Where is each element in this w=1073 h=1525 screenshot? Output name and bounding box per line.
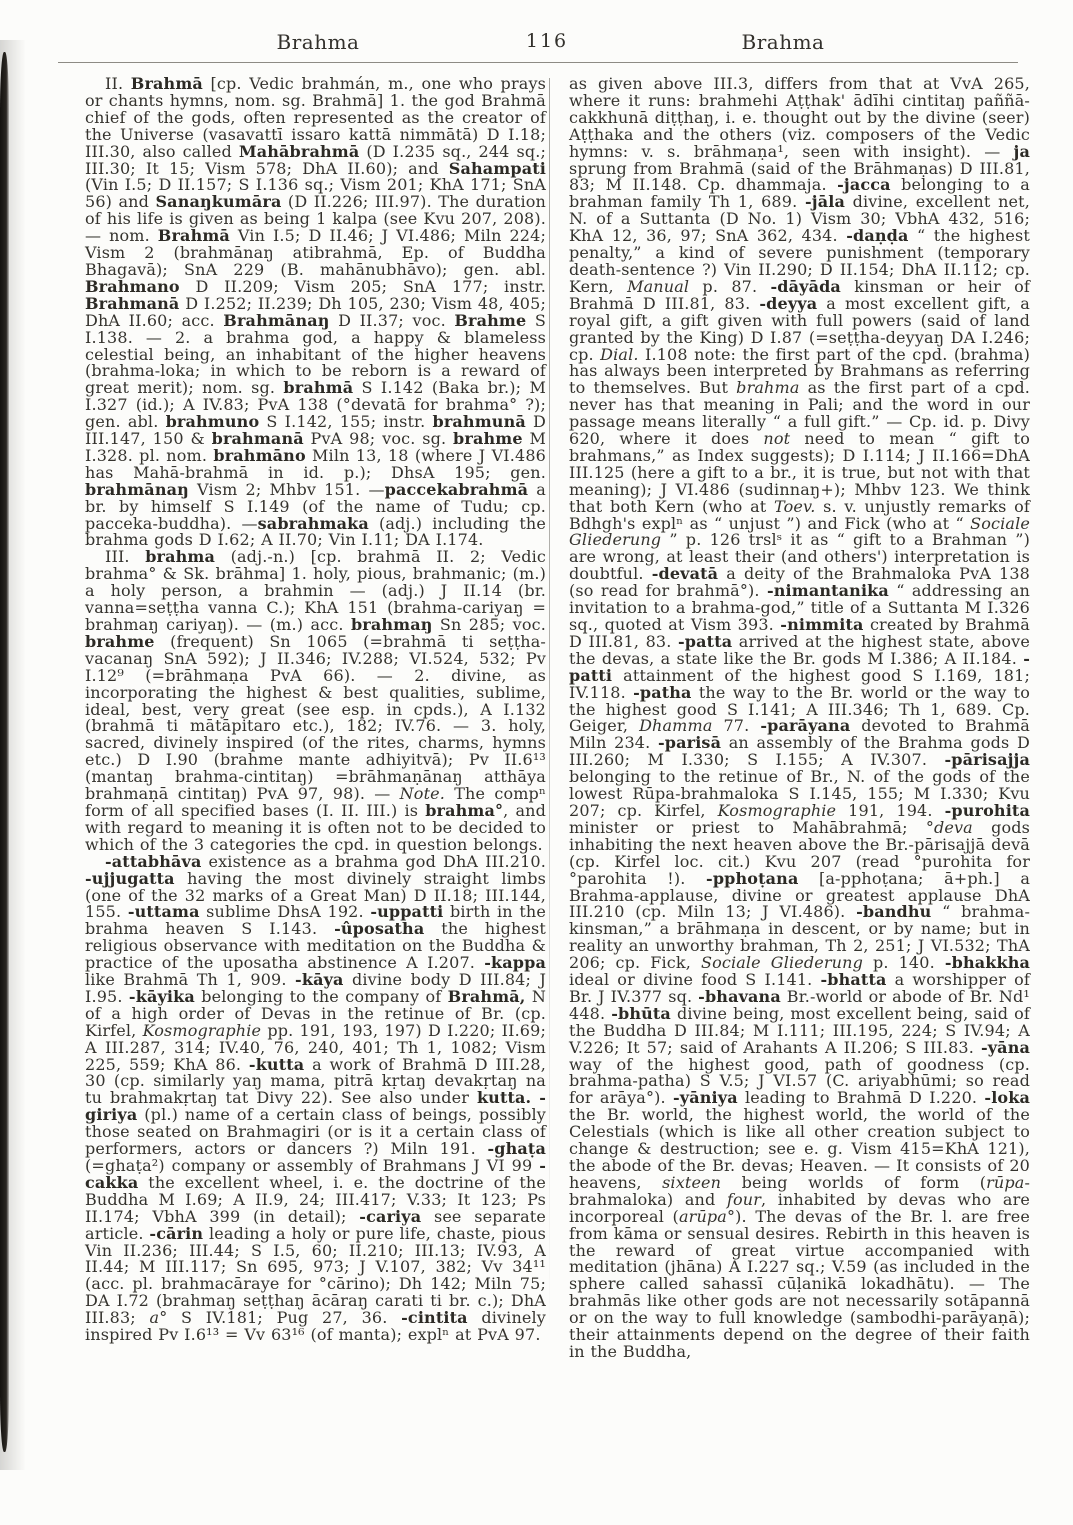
bold-lemma-text: brahmaŋ: [350, 615, 433, 634]
bold-lemma-text: -patti: [569, 648, 1030, 685]
body-text: the way to the Br. world or the way to the highest good S I.141; A III.346; Th 1, 689. Cp. Geiger,: [569, 682, 1031, 736]
body-text: Sn 285; voc.: [432, 615, 546, 634]
bold-lemma-text: -cintita: [401, 1308, 468, 1328]
bold-lemma-text: Brahmā: [157, 226, 230, 246]
body-text: the highest religious observance with meditation on the Buddha & practice of the uposatha abstinence A I.207.: [85, 919, 546, 973]
bold-lemma-text: -kutta: [248, 1054, 305, 1074]
italic-text: Dial.: [600, 344, 639, 364]
italic-text: °deva: [925, 817, 973, 837]
body-text: 77.: [712, 716, 761, 736]
bold-lemma-text: -cakka: [85, 1156, 546, 1192]
body-text: p. 140.: [862, 953, 945, 973]
italic-text: Toev.: [774, 496, 816, 516]
bold-lemma-text: -yāniya: [672, 1088, 738, 1108]
bold-lemma-text: Mahābrahmā: [238, 141, 360, 161]
body-text: a worshipper of Br. J IV.377 sq.: [569, 970, 1030, 1006]
body-text: I.108 note: the first part of the cpd. (brahma) has always been interpreted by Brahmans as referring to themselves. But: [569, 344, 1030, 398]
bold-lemma-text: brahmuno: [165, 412, 260, 432]
bold-lemma-text: Brahme: [454, 310, 527, 330]
body-text: having the most divinely straight limbs (one of the 32 marks of a Great Man) D II.18; III.144, 155.: [85, 868, 546, 922]
body-text: “ the highest penalty,” a kind of severe punishment (temporary death-sentence ?) Vin II.290; D II.154; DhA II.112; cp. Kern,: [569, 226, 1030, 296]
scan-gutter-shadow: [0, 52, 9, 1452]
italic-text: Kosmographie: [142, 1020, 262, 1040]
running-head-left-title: Brahma: [276, 30, 360, 54]
body-text: Miln 13, 18 (where J VI.486 has Mahā-brahmā in id. p.); DhsA 195; gen.: [85, 445, 546, 482]
bold-lemma-text: -cārin: [149, 1223, 204, 1243]
bold-lemma-text: brahmānaŋ: [85, 479, 189, 499]
body-text: Br.-world or abode of Br. Nd¹ 448.: [569, 986, 1030, 1023]
body-text: (adj.) including the brahma gods D I.62; A II.70; Vin I.11; DA I.174.: [85, 513, 546, 550]
body-text: devoted to Brahmā Miln 234.: [569, 716, 1030, 753]
bold-lemma-text: Brahmanā: [85, 293, 180, 313]
body-text: D III.147, 150 &: [85, 412, 546, 449]
italic-text: Note.: [399, 784, 446, 804]
bold-lemma-text: -bhatta: [820, 970, 887, 990]
body-text: birth in the brahma heaven S I.143.: [85, 902, 546, 939]
italic-text: not: [763, 429, 791, 449]
body-text: D II.209; Vism 205; SnA 177; instr.: [179, 276, 546, 296]
bold-lemma-text: kutta.: [476, 1088, 532, 1108]
page-number: 116: [525, 30, 569, 52]
body-text: -brahmaloka) and: [569, 1172, 1030, 1209]
right-column: [569, 76, 1030, 1361]
body-text: divinely inspired Pv I.6¹³ = Vv 63¹⁶ (of manta); explⁿ at PvA 97.: [85, 1308, 546, 1345]
entry-paragraph: [569, 76, 1030, 1361]
italic-text: Sociale Gliederung: [569, 513, 1030, 550]
body-text: minister or priest to Mahābrahmā;: [569, 817, 926, 837]
body-text: the excellent wheel, i. e. the doctrine of the Buddha M I.69; A II.9, 24; III.417; V.33; It 123; Ps II.174; VbhA 399 (in detail);: [85, 1172, 546, 1226]
body-text: S I.142 (Baka br.); M I.327 (id.); A IV.83; PvA 138 (°devatā for brahma° ?); gen. abl.: [85, 378, 546, 432]
bold-lemma-text: -devatā: [651, 564, 719, 584]
body-text: belonging to the retinue of Br., N. of the gods of the lowest Rūpa-brahmaloka S I.145, 155; M I.330; Kvu 207; cp. Kirfel,: [569, 767, 1030, 820]
body-text: Vism 2; Mhbv 151. —: [188, 479, 385, 499]
bold-lemma-text: brahma: [145, 547, 216, 567]
body-text: (D II.226; III.97). The duration of his life is given as being 1 kalpa (see Kvu 207, 208). — nom.: [85, 192, 546, 246]
bold-lemma-text: -bhūta: [611, 1003, 671, 1023]
body-text: as given above III.3, differs from that at VvA 265, where it runs: brahmehi Aṭṭhak' ādīhi cintitaŋ paññā-cakkhunā diṭṭhaŋ, i. e. thought out by the divine (seer) Aṭṭhaka and the others (viz. composers of the Vedic hymns: v. s. brāhmaṇa¹, seen with insight). —: [569, 74, 1030, 161]
bold-lemma-text: -nimmita: [780, 615, 864, 634]
bold-lemma-text: -uttama: [127, 902, 200, 922]
body-text: need to mean “ gift to brahmans,” as Index suggests); D I.114; J II.166=DhA III.125 (here a gift to a br., it is true, but not with that meaning); J VI.486 (sudinnaŋ+); Mhbv 123. We think that both Kern (who at: [569, 429, 1030, 516]
bold-lemma-text: -pphoṭana: [706, 868, 799, 888]
bold-lemma-text: -ujjugatta: [85, 868, 175, 888]
bold-lemma-text: -kappa: [484, 953, 546, 973]
bold-lemma-text: -bhavana: [698, 986, 781, 1006]
bold-lemma-text: -deyya: [759, 293, 818, 313]
bold-lemma-text: -jāla: [804, 192, 845, 212]
body-text: an assembly of the Brahma gods D III.260; M I.330; S I.155; A IV.307.: [569, 733, 1030, 770]
body-text: divine, excellent net, N. of a Suttanta (D No. 1) Vism 30; VbhA 432, 516; KhA 12, 36, 97; SnA 362, 434.: [569, 192, 1030, 246]
body-text: arrived at the highest state, above the devas, a state like the Br. gods M I.386; A II.184.: [569, 631, 1030, 668]
body-text: p. 87.: [689, 276, 771, 296]
italic-text: a°: [149, 1308, 168, 1328]
bold-lemma-text: -cariya: [359, 1206, 422, 1226]
bold-lemma-text: Sahampati: [448, 158, 546, 178]
bold-lemma-text: -bandhu: [856, 902, 932, 922]
bold-lemma-text: brahmanā: [211, 429, 304, 449]
body-text: being worlds of form (: [721, 1172, 987, 1192]
bold-lemma-text: -kāyika: [128, 986, 195, 1006]
body-text: attainment of the highest good S I.169, 181; IV.118.: [569, 665, 1030, 702]
bold-lemma-text: Brahmā: [130, 74, 203, 93]
body-text: (adj.-n.) [cp. brahmā II. 2; Vedic brahma° & Sk. brāhma] 1. holy, pious, brahmanic; (m.) a holy person, a brahmin — (adj.) J II.14 (br. vanna=seṭṭha vanna C.); KhA 151 (brahma-cariyaŋ = brahmaŋ cariyaŋ). — (m.) acc.: [85, 547, 546, 634]
entry-paragraph: [85, 549, 546, 853]
bold-lemma-text: -ûposatha: [334, 919, 425, 939]
bold-lemma-text: -giriya: [85, 1088, 546, 1125]
body-text: see separate article.: [85, 1206, 546, 1243]
bold-lemma-text: brahmunā: [432, 412, 526, 432]
bold-lemma-text: sabrahmaka: [257, 513, 369, 533]
body-text: s. v. unjustly remarks of Bdhgh's explⁿ as “ unjust ”) and Fick (who at “: [569, 496, 1030, 533]
bold-lemma-text: -ghaṭa: [487, 1139, 546, 1159]
bold-lemma-text: -uppatti: [370, 902, 444, 922]
body-text: divine being, most excellent being, said of the Buddha D III.84; M I.111; III.195, 224; S IV.94; A V.226; It 57; said of Arahants A II.206; S III.83.: [569, 1003, 1030, 1057]
body-text: ideal or divine food S I.141.: [569, 970, 821, 990]
italic-text: Dhamma: [639, 716, 713, 736]
italic-text: Kosmographie: [717, 800, 837, 820]
italic-text: Manual: [627, 276, 690, 296]
body-text: sublime DhsA 192.: [199, 902, 371, 922]
running-head: [0, 30, 1073, 60]
body-text: pp. 191, 193, 197) D I.220; II.69; A III.287, 314; IV.40, 76, 240, 401; Th 1, 1082; Vism 225, 559; KhA 86.: [85, 1020, 546, 1074]
bold-lemma-text: -kāya: [295, 970, 344, 990]
bold-lemma-text: -attabhāva: [105, 851, 202, 871]
body-text: gods inhabiting the next heaven above the Br.-pārisajjā devā (cp. Kirfel loc. cit.) Kvu 207 (read °purohita for °parohita !).: [569, 817, 1030, 888]
body-text: existence as a brahma god DhA III.210.: [201, 851, 546, 871]
bold-lemma-text: -pārisajja: [944, 750, 1030, 770]
bold-lemma-text: -patta: [678, 631, 733, 651]
body-text: (frequent) Sn 1065 (=brahmā ti seṭṭha-vacanaŋ SnA 592); J II.346; IV.288; VI.524, 532; Pv I.12⁹ (=brāhmaṇa PvA 66). — 2. divine, as incorporating the highest & best qualities, sublime, ideal, best, very great (see esp. in cpds.), A I.132 (brahmā ti mātāpitaro etc.), 182; IV.76. — 3. holy, sacred, divinely inspired (of the rites, charms, hymns etc.) D I.90 (brahme mante adhiyitvā); Pv II.6¹³ (mantaŋ brahma-cintitaŋ) =brāhmaṇānaŋ atthāya brahmaṇā cintitaŋ) PvA 97, 98). —: [85, 631, 546, 804]
body-text: (=ghaṭa²) company or assembly of Brahmans J VI 99: [85, 1156, 540, 1175]
body-text: Vin I.5; D II.46; J VI.486; Miln 224; Vism 2 (brahmānaŋ atibrahmā, Ep. of Buddha Bhagavā); SnA 229 (B. mahānubhāvo); gen. abl.: [85, 226, 546, 279]
body-text: PvA 98; voc. sg.: [303, 429, 454, 449]
bold-lemma-text: -yāna: [980, 1037, 1030, 1057]
body-text: created by Brahmā D III.81, 83.: [569, 615, 1030, 651]
body-text: (D I.235 sq., 244 sq.; III.30; It 15; Vism 578; DhA II.60); and: [85, 141, 546, 178]
body-text: the Br. world, the highest world, the world of the Celestials (which is like all other creation subject to change & destruction; see e. g. Vism 415=KhA 121), the abode of the Br. devas; Heaven. — It consists of 20 heavens,: [569, 1105, 1030, 1192]
body-text: a work of Brahmā D III.28, 30 (cp. similarly yaŋ mama, pitrā kṛtaŋ devakṛtaŋ na tu brahmakṛtaŋ tat Divy 22). See also under: [85, 1054, 546, 1108]
bold-lemma-text: brahma°: [425, 800, 504, 820]
body-text: 191, 194.: [836, 800, 945, 820]
bold-lemma-text: -loka: [984, 1088, 1030, 1108]
body-text: M I.328. pl. nom.: [85, 429, 546, 465]
body-text: leading to Brahmā D I.220.: [737, 1088, 985, 1108]
bold-lemma-text: Brahmano: [85, 276, 180, 296]
body-text: III.: [105, 547, 146, 567]
body-text: N of a high order of Devas in the retinue of Br. (cp. Kirfel,: [85, 986, 546, 1040]
body-text: a br. by himself S I.149 (of the name of Tudu; cp. pacceka-buddha). —: [85, 479, 546, 533]
bold-lemma-text: brahme: [85, 631, 155, 651]
bold-lemma-text: -parāyana: [760, 716, 851, 736]
bold-lemma-text: -patha: [633, 682, 692, 702]
italic-text: Sociale Gliederung: [700, 953, 863, 973]
entry-paragraph: [85, 76, 546, 549]
body-text: D II.37; voc.: [329, 310, 455, 330]
body-text: , and with regard to meaning it is often not to be decided to which of the 3 categories the cpd. in question belongs.: [85, 800, 547, 854]
italic-text: brahma: [736, 378, 800, 398]
body-text: , inhabited by devas who are incorporeal (: [569, 1189, 1030, 1226]
bold-lemma-text: -daṇḍa: [846, 226, 909, 246]
bold-lemma-text: -jacca: [837, 175, 891, 195]
body-text: (Vin I.5; D II.157; S I.136 sq.; Vism 201; KhA 171; SnA 56) and: [85, 175, 546, 212]
body-text: divine body D III.84; J I.95.: [85, 970, 547, 1006]
body-text: (pl.) name of a certain class of beings, possibly those seated on Brahmagiri (or is it a certain class of performers, actors or dancers ?) Miln 191.: [85, 1105, 546, 1159]
bold-lemma-text: Brahmā,: [447, 986, 526, 1006]
bold-lemma-text: Brahmānaŋ: [223, 310, 330, 330]
body-text: D I.252; II.239; Dh 105, 230; Vism 48, 405; DhA II.60; acc.: [85, 293, 546, 330]
body-text: ). The devas of the Br. l. are free from kāma or sensual desires. Rebirth in this heaven is the reward of great virtue accompanied with meditation (jhāna) A I.227 sq.; V.59 (as included in the sphere called sahassī cūḷanikā lokadhātu). — The brahmās like other gods are not necessarily sotāpannā or on the way to full knowledge (sambodhi-parāyaṇā); their attainments depend on the degree of their faith in the Buddha,: [569, 1206, 1031, 1361]
body-text: “ addressing an invitation to a brahma-god,” title of a Suttanta M I.326 sq., quoted at Vism 393.: [569, 581, 1030, 634]
body-text: sprung from Brahmā (said of the Brāhmaṇas) D III.81, 83; M II.148. Cp. dhammaja.: [569, 158, 1030, 195]
body-text: ” p. 126 trslˢ it as “ gift to a Brahman ”) are wrong, at least their (and others') interpretation is doubtful.: [569, 530, 1030, 584]
text-columns: [85, 76, 1031, 1361]
body-text: [cp. Vedic brahmán, m., one who prays or chants hymns, nom. sg. Brahmā] 1. the god Brahmā chief of the gods, often represented as the creator of the Universe (vasavattī issaro kattā nimmātā) D I.18; III.30, also called: [85, 74, 546, 161]
body-text: kinsman or heir of Brahmā D III.81, 83.: [569, 276, 1030, 313]
bold-lemma-text: -parisā: [657, 733, 722, 753]
bold-lemma-text: -purohita: [944, 800, 1030, 820]
body-text: [a-pphoṭana; ā+ph.] a Brahma-applause, divine or greatest applause DhA III.210 (cp. Miln 13; J VI.486).: [569, 868, 1031, 922]
body-text: a deity of the Brahmaloka PvA 138 (so read for brahmā°).: [569, 564, 1030, 601]
body-text: The compⁿ form of all specified bases (I. II. III.) is: [85, 784, 547, 820]
italic-text: rūpa: [986, 1172, 1025, 1192]
bold-lemma-text: brahme: [453, 429, 523, 449]
bold-lemma-text: -nimantanika: [766, 581, 889, 601]
body-text: belonging to a brahman family Th 1, 689.: [569, 175, 1030, 212]
body-text: like Brahmā Th 1, 909.: [85, 970, 296, 990]
running-head-right-title: Brahma: [741, 30, 825, 54]
bold-lemma-text: Sanaŋkumāra: [155, 192, 282, 212]
bold-lemma-text: brahmā: [283, 378, 354, 398]
bold-lemma-text: ja: [1013, 141, 1030, 161]
bold-lemma-text: -bhakkha: [944, 953, 1031, 973]
body-text: S IV.181; Pug 27, 36.: [167, 1308, 402, 1328]
body-text: as the first part of a cpd. never has that meaning in Pali; and the word in our passage means literally “ a full gift.” — Cp. id. p. Divy 620, where it does: [569, 378, 1030, 449]
italic-text: four: [726, 1189, 762, 1209]
body-text: S I.142, 155; instr.: [259, 412, 433, 432]
body-text: leading a holy or pure life, chaste, pious Vin II.236; III.44; S I.5, 60; II.210; III.13; IV.93, A II.44; M III.117; Sn 695, 973; J V.107, 382; Vv 34¹¹ (acc. pl. brahmacāraye for °cārino); Dh 142; Miln 75; DA I.72 (brahmaŋ seṭṭhaŋ ācāraŋ carati ti br. c.); DhA III.83;: [85, 1223, 546, 1328]
body-text: belonging to the company of: [194, 986, 448, 1006]
header-rule: [58, 62, 1018, 63]
body-text: way of the highest good, path of goodness (cp. brahma-patha) S V.5; J VI.57 (C. ariyabhūmi; so read for arāya°).: [569, 1054, 1030, 1108]
bold-lemma-text: brahmāno: [213, 445, 306, 465]
left-column: [85, 76, 546, 1361]
bold-lemma-text: paccekabrahmā: [384, 479, 529, 499]
body-text: a most excellent gift, a royal gift, a gift given with full powers (said of land granted by the King) D I.87 (=seṭṭha-deyyaŋ DA I.246; cp.: [569, 293, 1030, 364]
italic-text: arūpa°: [678, 1206, 736, 1226]
body-text: “ brahma-kinsman,” a brāhmaṇa in descent, or by name; but in reality an unworthy brahman, Th 2, 251; J VI.532; ThA 206; cp. Fick,: [569, 902, 1031, 973]
entry-paragraph: [85, 851, 547, 1345]
italic-text: sixteen: [662, 1172, 722, 1192]
bold-lemma-text: -dāyāda: [770, 276, 841, 296]
body-text: S I.138. — 2. a brahma god, a happy & blameless celestial being, an inhabitant of the higher heavens (brahma-loka; in which to be reborn is a reward of great merit); nom. sg.: [85, 310, 546, 398]
body-text: II.: [105, 74, 131, 93]
